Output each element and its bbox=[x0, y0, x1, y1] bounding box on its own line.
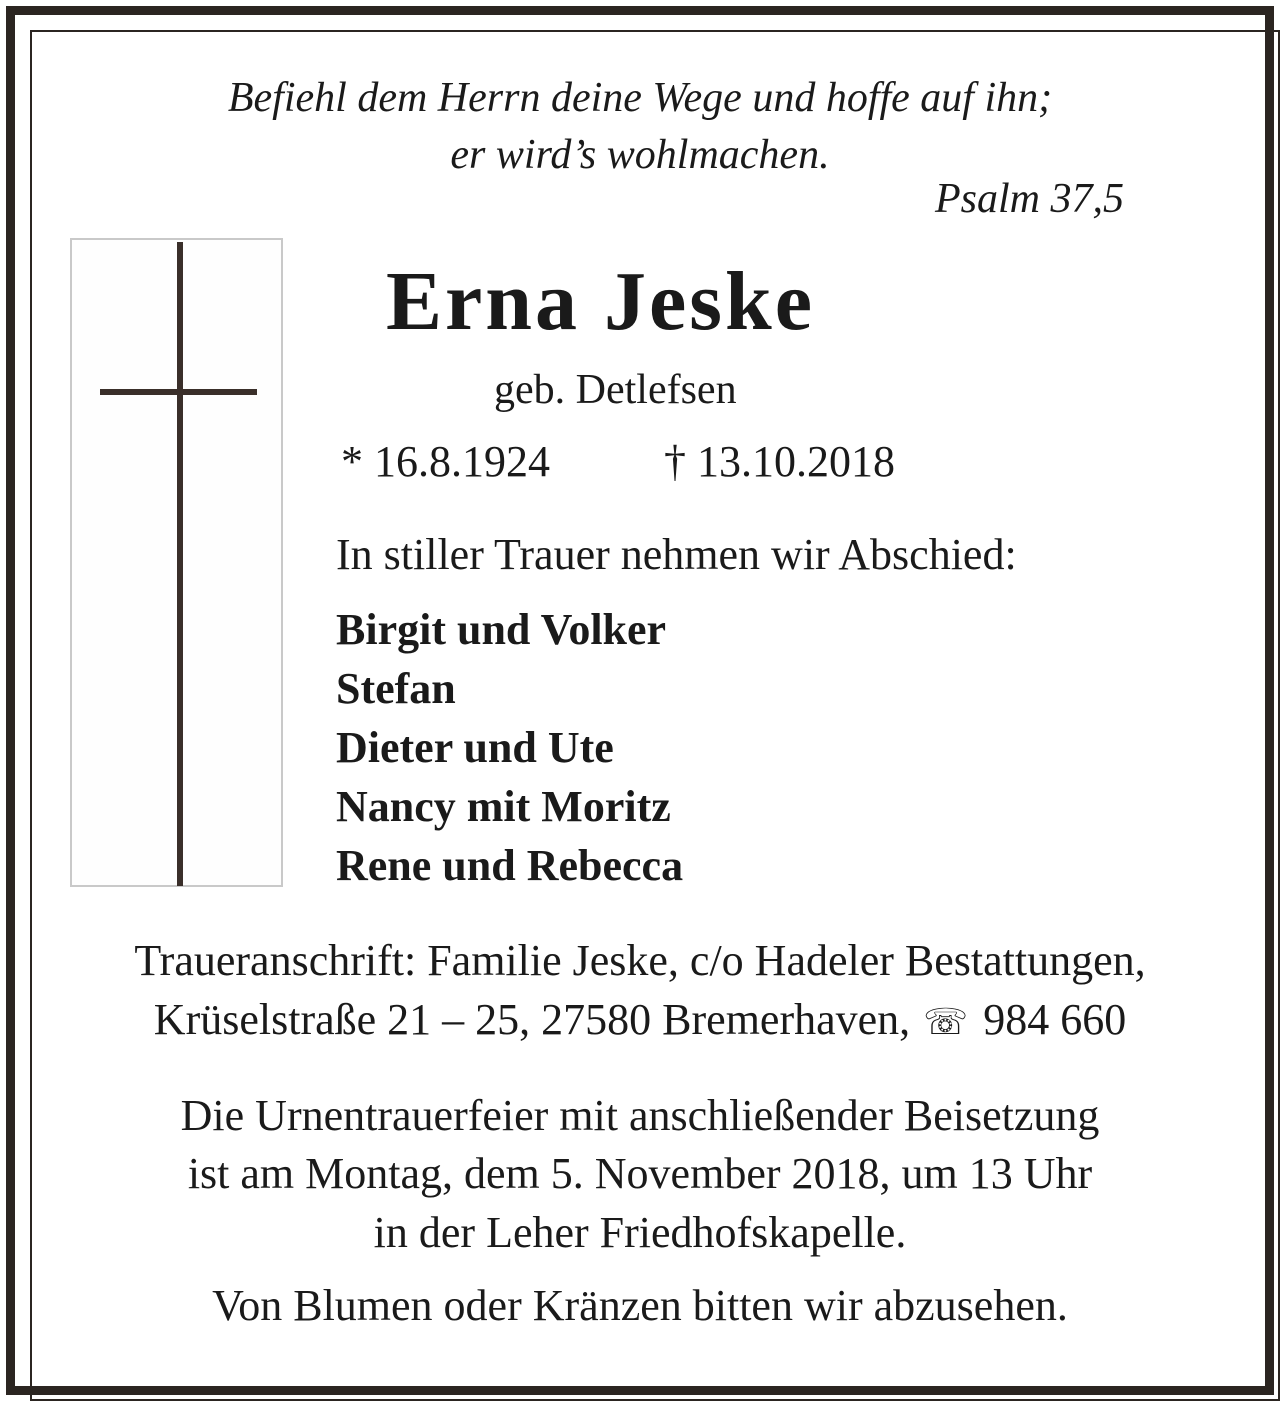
address-line-2 bbox=[0, 992, 1280, 1050]
verse-reference: Psalm 37,5 bbox=[935, 176, 1124, 222]
death-date: † 13.10.2018 bbox=[664, 437, 895, 486]
cross-icon bbox=[70, 238, 283, 887]
deceased-name: Erna Jeske bbox=[386, 255, 815, 348]
mourning-intro: In stiller Trauer nehmen wir Abschied: bbox=[336, 530, 1017, 579]
telephone-icon: ☏ bbox=[923, 1002, 969, 1042]
cross-horizontal-beam bbox=[100, 389, 257, 395]
service-line-2: ist am Montag, dem 5. November 2018, um 13 Uhr bbox=[187, 1149, 1093, 1198]
mourner-item: Dieter und Ute bbox=[336, 723, 614, 772]
phone-number: 984 660 bbox=[983, 995, 1127, 1044]
cross-vertical-beam bbox=[177, 242, 183, 886]
flowers-note: Von Blumen oder Kränzen bitten wir abzusehen. bbox=[212, 1281, 1068, 1330]
birth-date: * 16.8.1924 bbox=[341, 437, 550, 486]
mourner-item: Stefan bbox=[336, 664, 456, 713]
verse-line-1: Befiehl dem Herrn deine Wege und hoffe auf ihn; bbox=[227, 75, 1053, 121]
mourners-list bbox=[336, 600, 683, 895]
address-street: Krüselstraße 21 – 25, 27580 Bremerhaven, bbox=[153, 995, 911, 1044]
mourner-item: Birgit und Volker bbox=[336, 605, 667, 654]
maiden-name: geb. Detlefsen bbox=[494, 367, 737, 413]
service-line-3: in der Leher Friedhofskapelle. bbox=[373, 1208, 907, 1257]
mourner-item: Rene und Rebecca bbox=[336, 841, 684, 890]
address-line-1: Traueranschrift: Familie Jeske, c/o Hadeler Bestattungen, bbox=[134, 936, 1146, 985]
verse-line-2: er wird’s wohlmachen. bbox=[450, 132, 830, 178]
mourner-item: Nancy mit Moritz bbox=[336, 782, 671, 831]
service-line-1: Die Urnentrauerfeier mit anschließender Beisetzung bbox=[180, 1091, 1100, 1140]
